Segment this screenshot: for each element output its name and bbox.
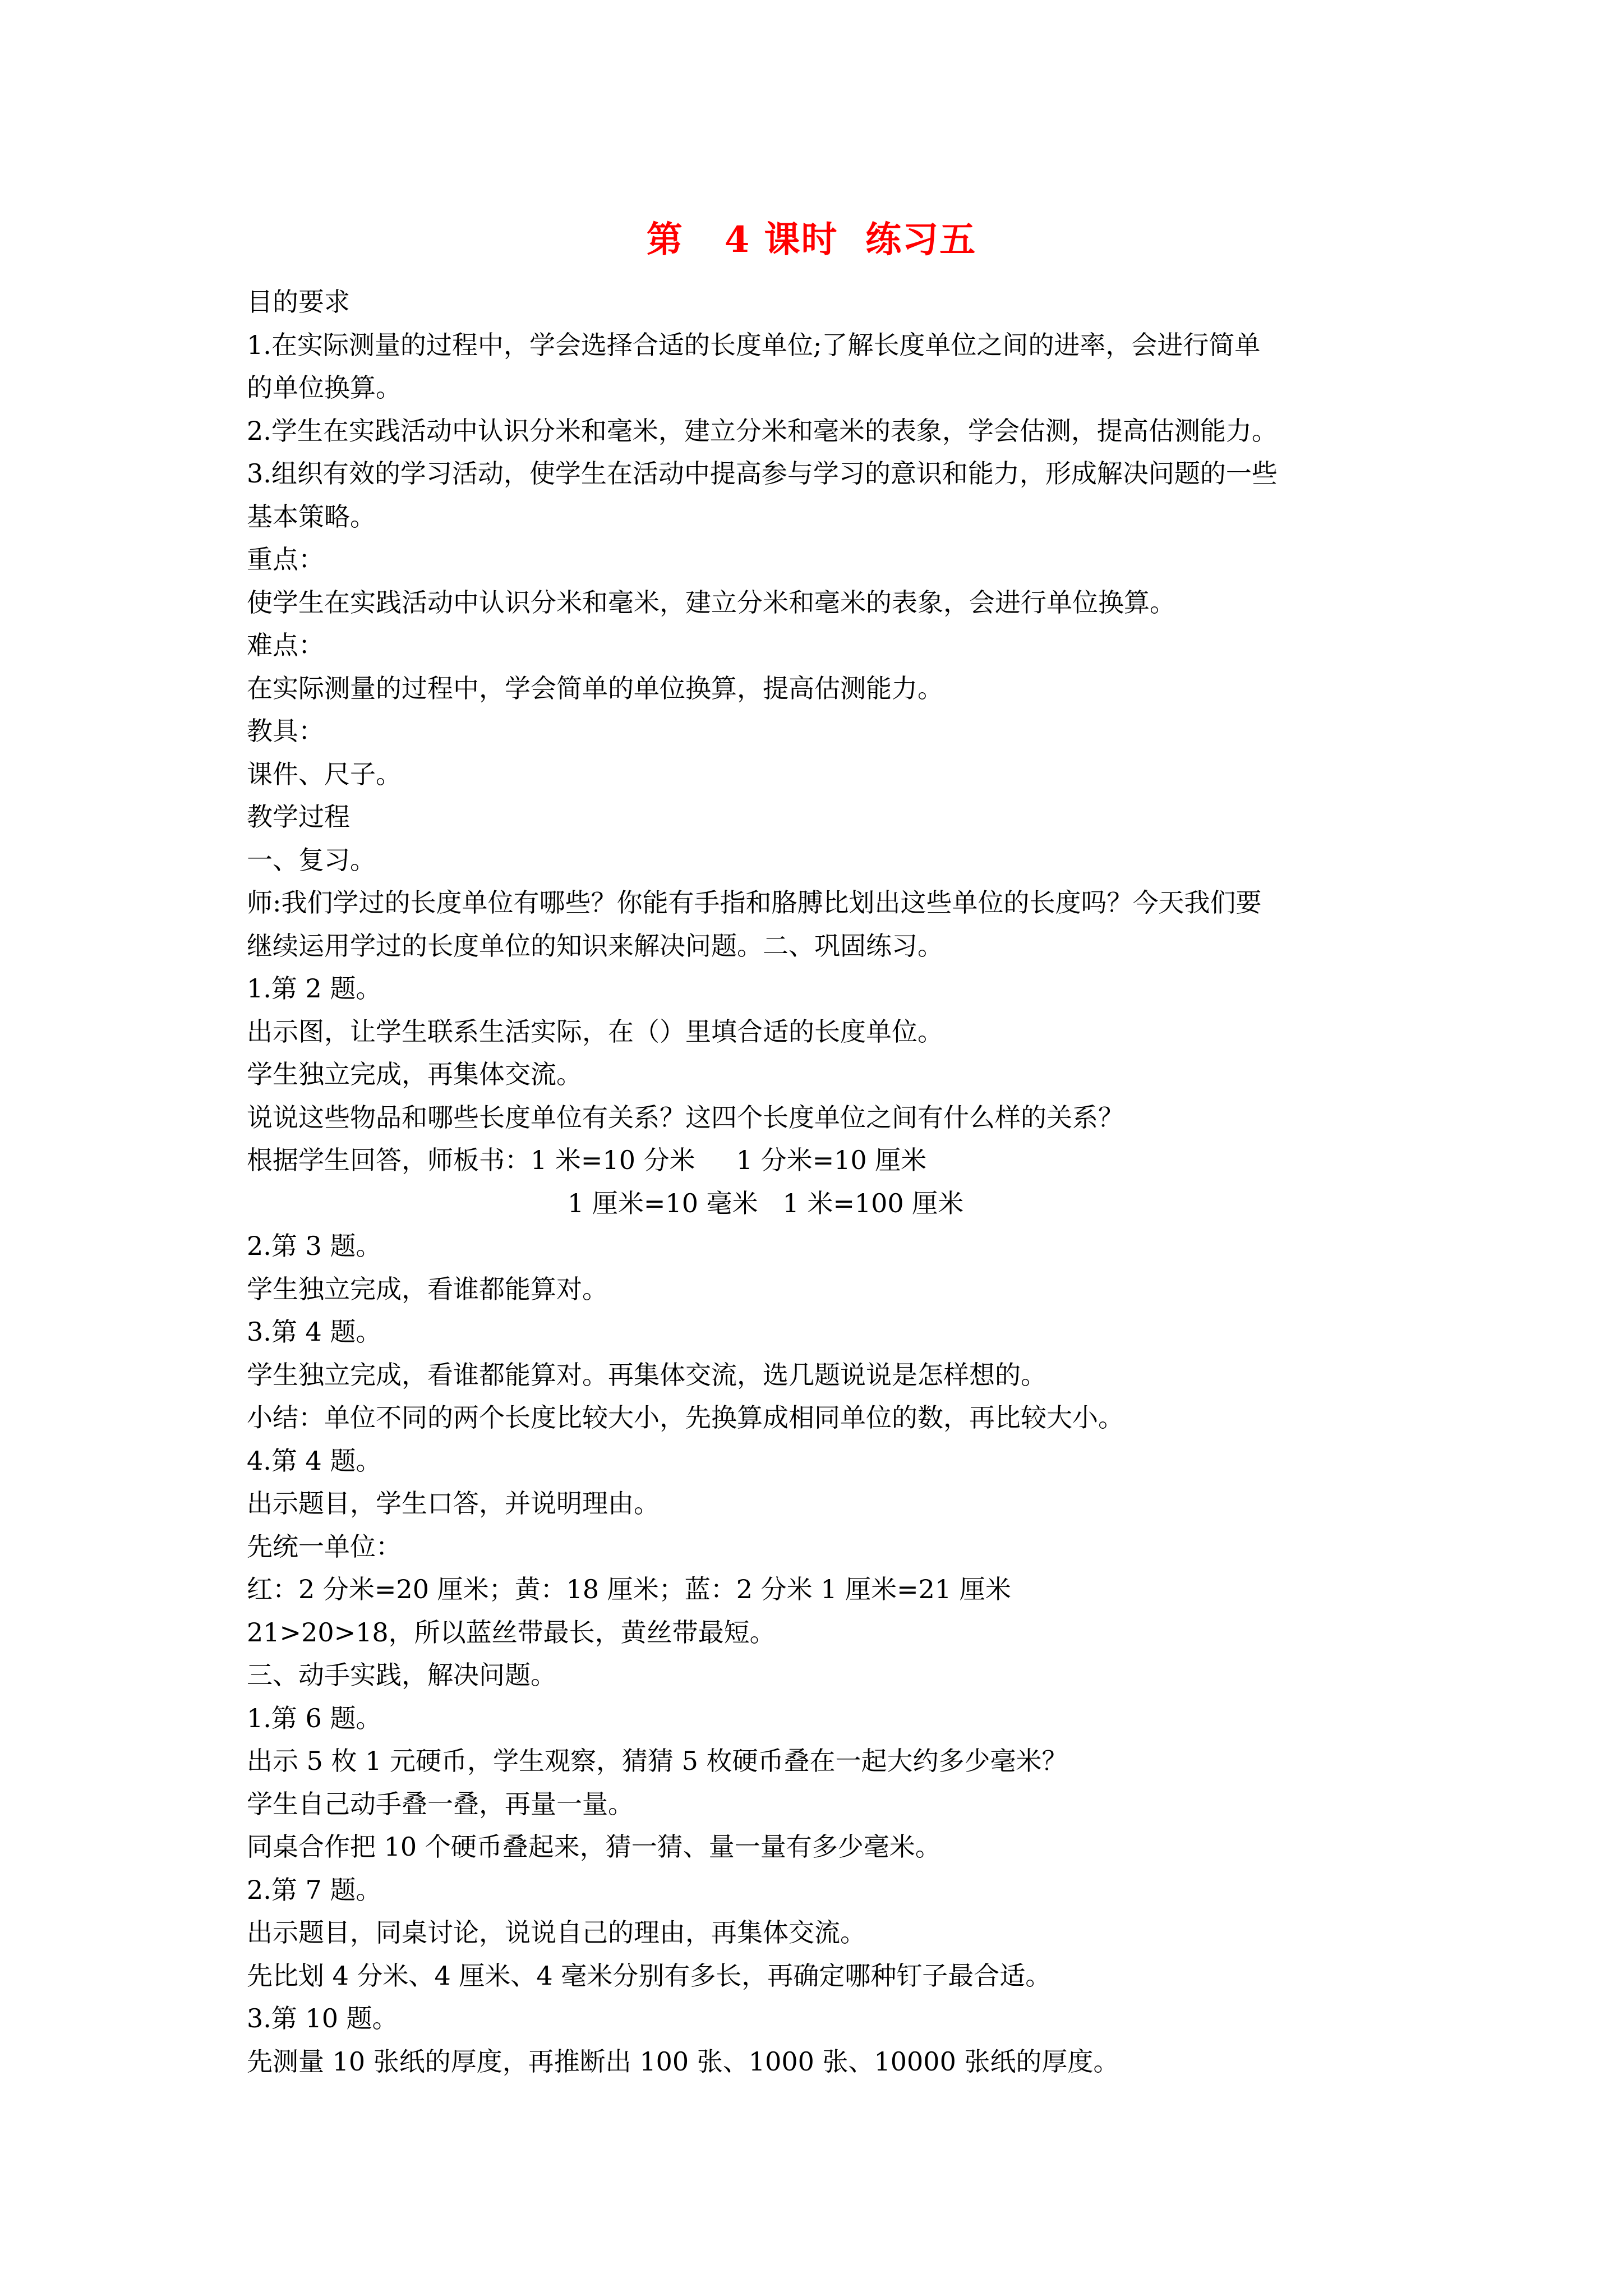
- text-line: 说说这些物品和哪些长度单位有关系？这四个长度单位之间有什么样的关系？: [247, 1102, 1124, 1133]
- text-line: 2.第 3 题。: [247, 1231, 382, 1261]
- section-heading-teaching-aids: 教具：: [247, 716, 324, 746]
- text-line: 基本策略。: [247, 501, 376, 532]
- text-line: 学生独立完成，再集体交流。: [247, 1059, 582, 1089]
- text-line: 继续运用学过的长度单位的知识来解决问题。二、巩固练习。: [247, 930, 943, 961]
- text-line: 3.第 10 题。: [247, 2003, 398, 2033]
- text-line: 学生自己动手叠一叠，再量一量。: [247, 1788, 634, 1819]
- text-line: 21>20>18，所以蓝丝带最长，黄丝带最短。: [247, 1617, 776, 1648]
- text-line: 一、复习。: [247, 844, 376, 875]
- text-line: 在实际测量的过程中，学会简单的单位换算，提高估测能力。: [247, 673, 943, 703]
- text-line: 先统一单位：: [247, 1531, 402, 1562]
- text-line: 学生独立完成，看谁都能算对。: [247, 1273, 608, 1304]
- section-heading-objectives: 目的要求: [247, 287, 350, 317]
- text-line: 1.在实际测量的过程中，学会选择合适的长度单位;了解长度单位之间的进率，会进行简单: [247, 329, 1261, 360]
- text-line: 2.第 7 题。: [247, 1874, 382, 1905]
- text-line: 学生独立完成，看谁都能算对。再集体交流，选几题说说是怎样想的。: [247, 1359, 1046, 1390]
- text-line: 4.第 4 题。: [247, 1445, 382, 1476]
- text-line: 先比划 4 分米、4 厘米、4 毫米分别有多长，再确定哪种钉子最合适。: [247, 1960, 1052, 1991]
- section-heading-key-points: 重点：: [247, 544, 324, 574]
- text-line: 1.第 6 题。: [247, 1703, 382, 1733]
- text-line: 1.第 2 题。: [247, 973, 382, 1004]
- text-line: 出示 5 枚 1 元硬币，学生观察，猜猜 5 枚硬币叠在一起大约多少毫米？: [247, 1746, 1068, 1776]
- text-line: 小结：单位不同的两个长度比较大小，先换算成相同单位的数，再比较大小。: [247, 1402, 1124, 1433]
- text-line: 同桌合作把 10 个硬币叠起来，猜一猜、量一量有多少毫米。: [247, 1832, 941, 1862]
- board-writing-line: 根据学生回答，师板书：1 米=10 分米 1 分米=10 厘米: [247, 1145, 927, 1175]
- text-line: 师:我们学过的长度单位有哪些？你能有手指和胳膊比划出这些单位的长度吗？今天我们要: [247, 887, 1262, 918]
- text-line: 使学生在实践活动中认识分米和毫米，建立分米和毫米的表象，会进行单位换算。: [247, 587, 1175, 618]
- text-line: 出示题目，同桌讨论，说说自己的理由，再集体交流。: [247, 1917, 866, 1948]
- document-title: 第 4 课时 练习五: [646, 219, 977, 261]
- section-heading-difficulties: 难点：: [247, 630, 324, 660]
- text-line: 3.第 4 题。: [247, 1317, 382, 1347]
- text-line: 红：2 分米=20 厘米；黄：18 厘米；蓝：2 分米 1 厘米=21 厘米: [247, 1574, 1011, 1604]
- text-line: 先测量 10 张纸的厚度，再推断出 100 张、1000 张、10000 张纸的厚度。: [247, 2046, 1119, 2077]
- text-line: 三、动手实践，解决问题。: [247, 1660, 556, 1690]
- text-line: 出示题目，学生口答，并说明理由。: [247, 1488, 660, 1519]
- text-line: 3.组织有效的学习活动，使学生在活动中提高参与学习的意识和能力，形成解决问题的一些: [247, 458, 1278, 489]
- board-writing-line: 1 厘米=10 毫米 1 米=100 厘米: [568, 1188, 964, 1218]
- section-heading-teaching-process: 教学过程: [247, 802, 350, 832]
- text-line: 出示图，让学生联系生活实际，在（）里填合适的长度单位。: [247, 1016, 943, 1047]
- text-line: 2.学生在实践活动中认识分米和毫米，建立分米和毫米的表象，学会估测，提高估测能力。: [247, 415, 1278, 446]
- text-line: 的单位换算。: [247, 372, 402, 403]
- document-body: [247, 280, 1385, 2083]
- text-line: 课件、尺子。: [247, 758, 402, 789]
